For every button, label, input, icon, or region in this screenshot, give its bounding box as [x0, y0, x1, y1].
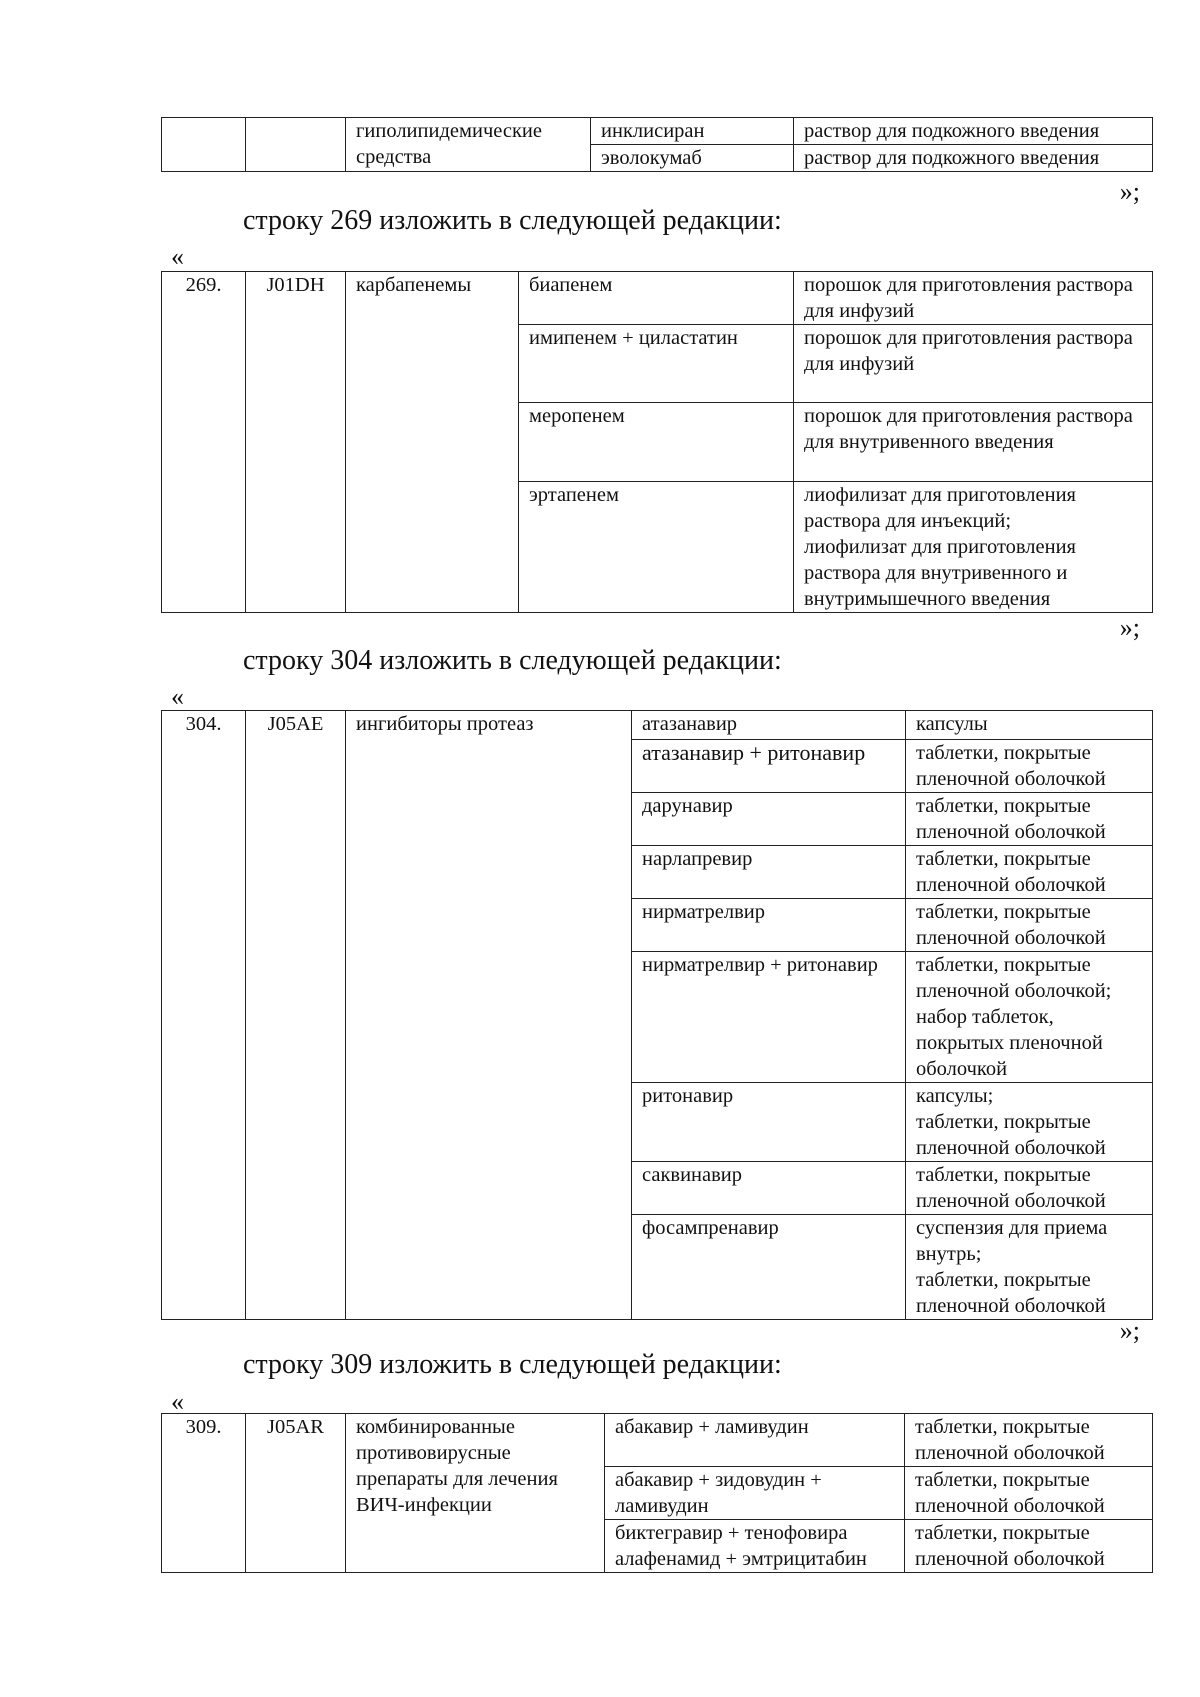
dosage-form-cell: порошок для приготовления раствора для инфузий [794, 272, 1153, 325]
dosage-form-cell: таблетки, покрытые пленочной оболочкой [906, 846, 1153, 899]
drug-name-cell: нарлапревир [632, 846, 906, 899]
opening-quote-mark: « [171, 1387, 184, 1416]
drug-name-cell: эртапенем [519, 482, 794, 613]
drug-name-cell: ритонавир [632, 1083, 906, 1162]
drug-name-cell: абакавир + зидовудин + ламивудин [605, 1467, 905, 1520]
dosage-form-cell: порошок для приготовления раствора для внутривенного введения [794, 403, 1153, 482]
dosage-form-cell: таблетки, покрытые пленочной оболочкой [905, 1414, 1153, 1467]
group-cell: гиполипидемические средства [346, 118, 591, 172]
drug-name-cell: биапенем [519, 272, 794, 325]
drug-name-cell: нирматрелвир [632, 899, 906, 952]
opening-quote-mark: « [171, 242, 184, 271]
atc-code-cell: J05AE [246, 711, 346, 1320]
drug-name-cell: имипенем + циластатин [519, 325, 794, 403]
drug-name-cell: дарунавир [632, 793, 906, 846]
table-row [162, 272, 1153, 325]
dosage-form-cell: таблетки, покрытые пленочной оболочкой [906, 1162, 1153, 1215]
drug-name-cell: атазанавир + ритонавир [632, 740, 906, 793]
drug-name-cell: нирматрелвир + ритонавир [632, 952, 906, 1083]
group-cell: карбапенемы [346, 272, 519, 613]
table-row [162, 1414, 1153, 1467]
dosage-form-cell: капсулы [906, 711, 1153, 740]
dosage-form-cell: таблетки, покрытые пленочной оболочкой [906, 740, 1153, 793]
drug-name-cell: атазанавир [632, 711, 906, 740]
table-row-304 [161, 710, 1153, 1320]
closing-quote-mark: »; [1119, 613, 1140, 642]
drug-name-cell: саквинавир [632, 1162, 906, 1215]
dosage-form-cell: раствор для подкожного введения [794, 145, 1153, 172]
closing-quote-mark: »; [1119, 1316, 1140, 1345]
dosage-form-cell: капсулы; таблетки, покрытые пленочной оболочкой [906, 1083, 1153, 1162]
instruction-heading-309: строку 309 изложить в следующей редакции: [243, 1349, 782, 1380]
atc-code-cell: J05AR [246, 1414, 346, 1573]
drug-name-cell: биктегравир + тенофовира алафенамид + эмтрицитабин [605, 1520, 905, 1573]
row-number-cell [162, 118, 246, 172]
instruction-heading-269: строку 269 изложить в следующей редакции: [243, 205, 782, 236]
dosage-form-cell: суспензия для приема внутрь; таблетки, покрытые пленочной оболочкой [906, 1215, 1153, 1320]
drug-name-cell: меропенем [519, 403, 794, 482]
atc-code-cell [246, 118, 346, 172]
row-number-cell: 304. [162, 711, 246, 1320]
dosage-form-cell: лиофилизат для приготовления раствора для инъекций; лиофилизат для приготовления раствора для внутривенного и внутримышечного введения [794, 482, 1153, 613]
atc-code-cell: J01DH [246, 272, 346, 613]
drug-name-cell: фосампренавир [632, 1215, 906, 1320]
group-cell: ингибиторы протеаз [346, 711, 632, 1320]
group-cell: комбинированные противовирусные препараты для лечения ВИЧ-инфекции [346, 1414, 605, 1573]
table-row [162, 118, 1153, 145]
dosage-form-cell: раствор для подкожного введения [794, 118, 1153, 145]
dosage-form-cell: таблетки, покрытые пленочной оболочкой [905, 1467, 1153, 1520]
drug-name-cell: абакавир + ламивудин [605, 1414, 905, 1467]
table-row-309 [161, 1413, 1153, 1573]
drug-name-cell: инклисиран [591, 118, 794, 145]
row-number-cell: 269. [162, 272, 246, 613]
dosage-form-cell: таблетки, покрытые пленочной оболочкой [906, 793, 1153, 846]
row-number-cell: 309. [162, 1414, 246, 1573]
dosage-form-cell: порошок для приготовления раствора для инфузий [794, 325, 1153, 403]
dosage-form-cell: таблетки, покрытые пленочной оболочкой [906, 899, 1153, 952]
dosage-form-cell: таблетки, покрытые пленочной оболочкой; набор таблеток, покрытых пленочной оболочкой [906, 952, 1153, 1083]
closing-quote-mark: »; [1119, 177, 1140, 206]
dosage-form-cell: таблетки, покрытые пленочной оболочкой [905, 1520, 1153, 1573]
instruction-heading-304: строку 304 изложить в следующей редакции: [243, 645, 782, 676]
drug-name-cell: эволокумаб [591, 145, 794, 172]
table-lipid-continuation [161, 117, 1153, 172]
table-row-269 [161, 271, 1153, 613]
opening-quote-mark: « [171, 682, 184, 711]
table-row [162, 711, 1153, 740]
